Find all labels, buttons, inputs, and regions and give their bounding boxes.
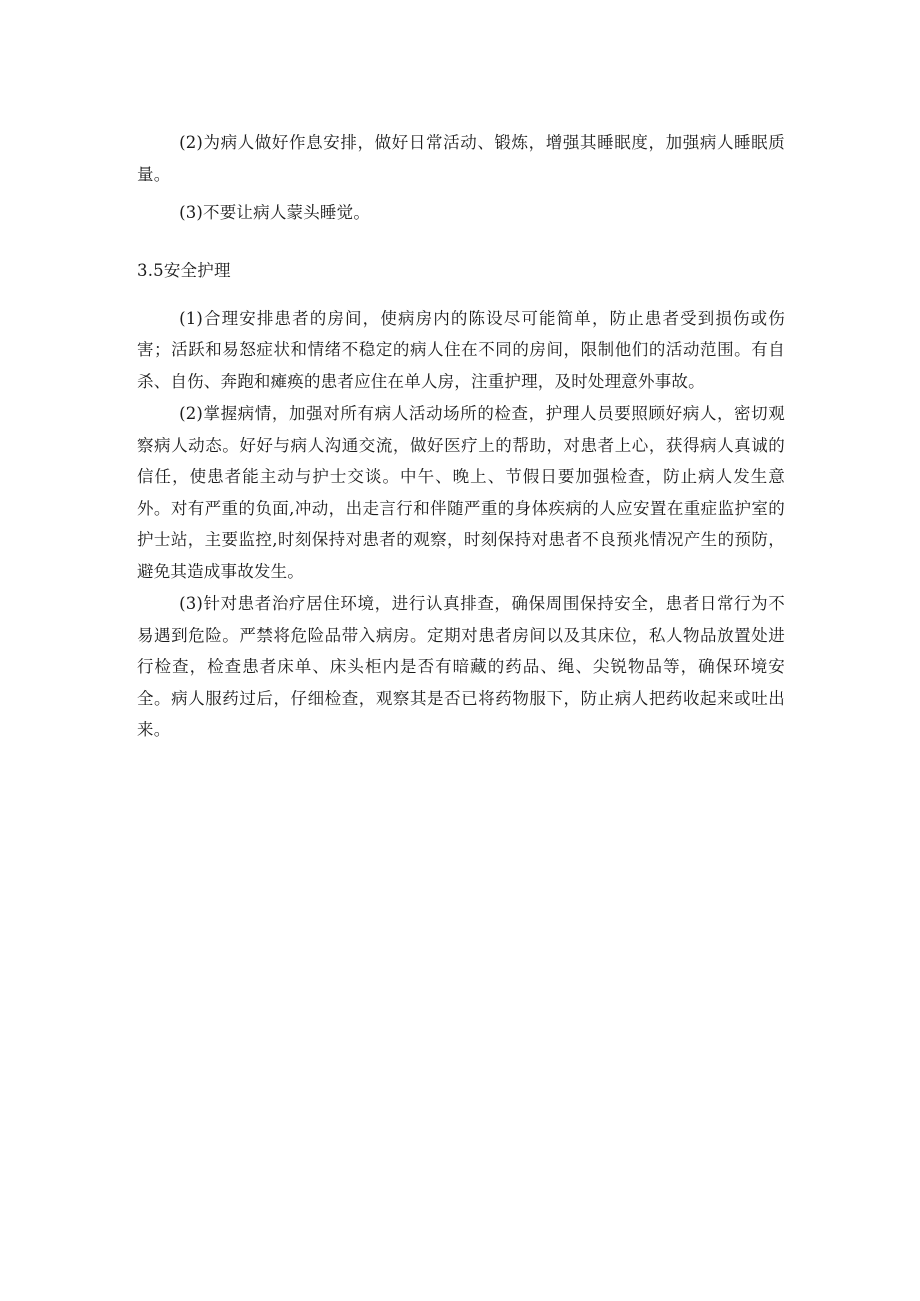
- paragraph-sleep-schedule: (2)为病人做好作息安排，做好日常活动、锻炼，增强其睡眠度，加强病人睡眠质量。: [137, 133, 785, 184]
- section-heading-safety-care: 3.5安全护理: [137, 261, 231, 280]
- sleep-care-block: [137, 127, 785, 229]
- safety-care-block: [137, 255, 785, 746]
- paragraph-environment-check: (3)针对患者治疗居住环境，进行认真排查，确保周围保持安全，患者日常行为不易遇到危险。严禁将危险品带入病房。定期对患者房间以及其床位，私人物品放置处进行检查，检查患者床单、床头柜内是否有暗藏的药品、绳、尖锐物品等，确保环境安全。病人服药过后，仔细检查，观察其是否已将药物服下，防止病人把药收起来或吐出来。: [137, 594, 785, 739]
- paragraph-condition-monitoring: (2)掌握病情，加强对所有病人活动场所的检查，护理人员要照顾好病人，密切观察病人动态。好好与病人沟通交流，做好医疗上的帮助，对患者上心，获得病人真诚的信任，使患者能主动与护士交谈。中午、晚上、节假日要加强检查，防止病人发生意外。对有严重的负面,冲动，出走言行和伴随严重的身体疾病的人应安置在重症监护室的护士站，主要监控,时刻保持对患者的观察，时刻保持对患者不良预兆情况产生的预防，避免其造成事故发生。: [137, 404, 785, 581]
- paragraph-no-covering-head: (3)不要让病人蒙头睡觉。: [179, 203, 371, 222]
- paragraph-room-arrangement: (1)合理安排患者的房间，使病房内的陈设尽可能简单，防止患者受到损伤或伤害；活跃和易怒症状和情绪不稳定的病人住在不同的房间，限制他们的活动范围。有自杀、自伤、奔跑和瘫痪的患者应住在单人房，注重护理，及时处理意外事故。: [137, 308, 785, 391]
